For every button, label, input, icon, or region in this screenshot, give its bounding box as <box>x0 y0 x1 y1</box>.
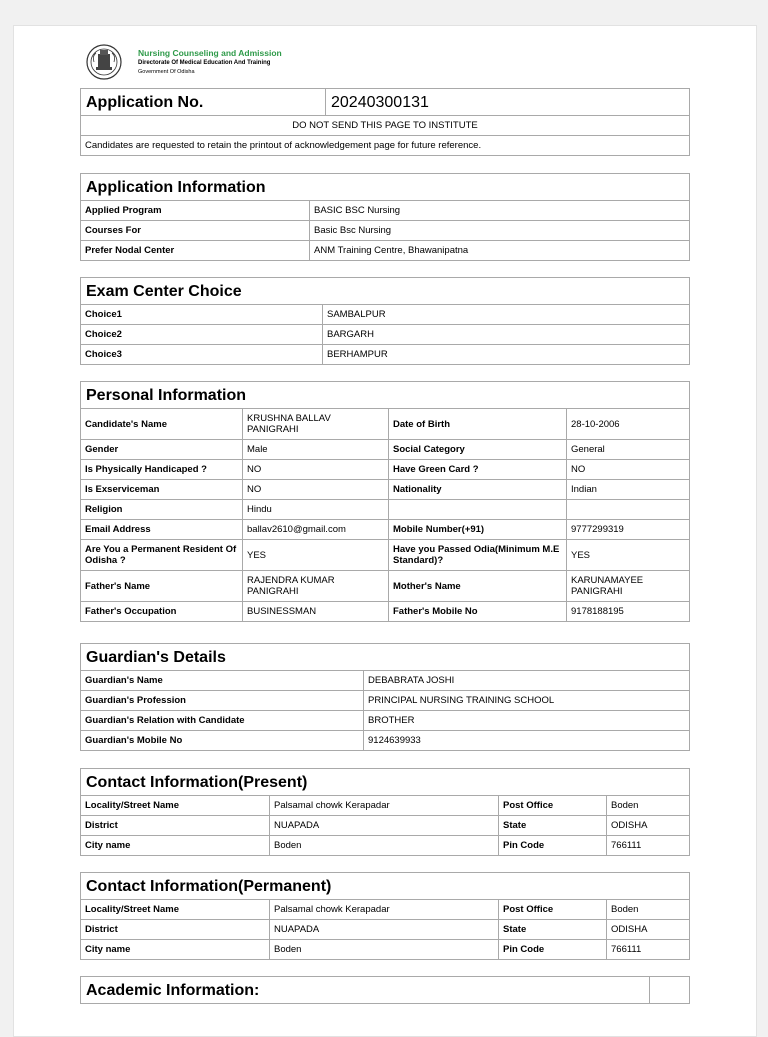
field-value: BASIC BSC Nursing <box>310 201 690 221</box>
field-value: NUAPADA <box>270 920 499 940</box>
field-value: BROTHER <box>364 711 690 731</box>
table-row <box>81 836 690 856</box>
field-label: Father's Name <box>81 571 243 602</box>
table-row <box>81 540 690 571</box>
table-row <box>81 345 690 365</box>
field-label: Father's Mobile No <box>389 602 567 622</box>
field-label: City name <box>81 836 270 856</box>
table-row <box>81 731 690 751</box>
field-label: Post Office <box>499 796 607 816</box>
table-row <box>81 816 690 836</box>
field-label: City name <box>81 940 270 960</box>
field-label: Have Green Card ? <box>389 460 567 480</box>
field-label: Locality/Street Name <box>81 796 270 816</box>
field-label: Pin Code <box>499 940 607 960</box>
field-label <box>389 500 567 520</box>
field-value: BERHAMPUR <box>323 345 690 365</box>
table-row <box>81 480 690 500</box>
section-title: Exam Center Choice <box>81 278 690 305</box>
field-value: Male <box>243 440 389 460</box>
org-subtitle: Directorate Of Medical Education And Training <box>138 60 271 66</box>
section-title: Contact Information(Permanent) <box>81 873 690 900</box>
table-row <box>81 900 690 920</box>
org-title: Nursing Counseling and Admission <box>138 48 282 58</box>
table-row <box>81 440 690 460</box>
odisha-emblem-icon <box>86 44 122 80</box>
field-value: Boden <box>270 940 499 960</box>
application-no-value: 20240300131 <box>326 89 690 116</box>
field-label: Courses For <box>81 221 310 241</box>
field-value: General <box>567 440 690 460</box>
field-label: Social Category <box>389 440 567 460</box>
table-row <box>81 520 690 540</box>
field-value: NO <box>243 480 389 500</box>
field-value: ballav2610@gmail.com <box>243 520 389 540</box>
field-label: Is Exserviceman <box>81 480 243 500</box>
field-label: Locality/Street Name <box>81 900 270 920</box>
application-table <box>80 88 690 156</box>
field-value: Boden <box>607 900 690 920</box>
field-label: District <box>81 920 270 940</box>
field-value: 766111 <box>607 836 690 856</box>
contact-permanent-table <box>80 872 690 960</box>
field-value: RAJENDRA KUMAR PANIGRAHI <box>243 571 389 602</box>
personal-info-table <box>80 381 690 622</box>
field-label: Guardian's Mobile No <box>81 731 364 751</box>
field-label: Father's Occupation <box>81 602 243 622</box>
field-value: 9124639933 <box>364 731 690 751</box>
field-label: Is Physically Handicaped ? <box>81 460 243 480</box>
application-no-label: Application No. <box>81 89 326 116</box>
table-row <box>81 221 690 241</box>
contact-present-table <box>80 768 690 856</box>
table-row <box>81 940 690 960</box>
field-label: Candidate's Name <box>81 409 243 440</box>
field-value: ODISHA <box>607 920 690 940</box>
field-label: Date of Birth <box>389 409 567 440</box>
empty-cell <box>650 977 690 1004</box>
section-title: Academic Information: <box>81 977 650 1004</box>
field-value: YES <box>567 540 690 571</box>
table-row <box>81 671 690 691</box>
field-label: Prefer Nodal Center <box>81 241 310 261</box>
field-value: SAMBALPUR <box>323 305 690 325</box>
table-row <box>81 201 690 221</box>
table-row <box>81 602 690 622</box>
application-info-table <box>80 173 690 261</box>
field-label: State <box>499 816 607 836</box>
field-value: ANM Training Centre, Bhawanipatna <box>310 241 690 261</box>
guardian-table <box>80 643 690 751</box>
section-title: Application Information <box>81 174 690 201</box>
field-value: Indian <box>567 480 690 500</box>
field-label: Have you Passed Odia(Minimum M.E Standard)? <box>389 540 567 571</box>
notice-text: DO NOT SEND THIS PAGE TO INSTITUTE <box>81 116 690 136</box>
field-value: DEBABRATA JOSHI <box>364 671 690 691</box>
academic-table <box>80 976 690 1004</box>
field-value: NUAPADA <box>270 816 499 836</box>
field-value: 9178188195 <box>567 602 690 622</box>
field-label: Nationality <box>389 480 567 500</box>
field-label: Choice3 <box>81 345 323 365</box>
table-row <box>81 711 690 731</box>
table-row <box>81 241 690 261</box>
section-title: Personal Information <box>81 382 690 409</box>
field-value: NO <box>243 460 389 480</box>
table-row <box>81 325 690 345</box>
field-label: State <box>499 920 607 940</box>
field-label: Pin Code <box>499 836 607 856</box>
field-label: Applied Program <box>81 201 310 221</box>
field-label: Guardian's Name <box>81 671 364 691</box>
field-value <box>567 500 690 520</box>
table-row <box>81 460 690 480</box>
field-label: Choice1 <box>81 305 323 325</box>
table-row <box>81 691 690 711</box>
field-value: Hindu <box>243 500 389 520</box>
field-value: NO <box>567 460 690 480</box>
field-value: BUSINESSMAN <box>243 602 389 622</box>
section-title: Contact Information(Present) <box>81 769 690 796</box>
table-row <box>81 500 690 520</box>
field-label: Email Address <box>81 520 243 540</box>
field-label: Mother's Name <box>389 571 567 602</box>
field-label: Are You a Permanent Resident Of Odisha ? <box>81 540 243 571</box>
field-label: Gender <box>81 440 243 460</box>
field-label: Religion <box>81 500 243 520</box>
govt-label: Government Of Odisha <box>138 69 195 75</box>
field-label: Choice2 <box>81 325 323 345</box>
field-value: KRUSHNA BALLAV PANIGRAHI <box>243 409 389 440</box>
field-value: Boden <box>607 796 690 816</box>
field-value: Basic Bsc Nursing <box>310 221 690 241</box>
field-value: Boden <box>270 836 499 856</box>
table-row <box>81 409 690 440</box>
field-label: Guardian's Profession <box>81 691 364 711</box>
field-label: Guardian's Relation with Candidate <box>81 711 364 731</box>
field-value: Palsamal chowk Kerapadar <box>270 796 499 816</box>
table-row <box>81 920 690 940</box>
field-value: YES <box>243 540 389 571</box>
section-title: Guardian's Details <box>81 644 690 671</box>
field-value: PRINCIPAL NURSING TRAINING SCHOOL <box>364 691 690 711</box>
document-page <box>13 25 757 1037</box>
field-value: KARUNAMAYEE PANIGRAHI <box>567 571 690 602</box>
field-value: Palsamal chowk Kerapadar <box>270 900 499 920</box>
field-value: 766111 <box>607 940 690 960</box>
retain-note: Candidates are requested to retain the printout of acknowledgement page for future reference. <box>81 136 690 156</box>
field-value: 28-10-2006 <box>567 409 690 440</box>
field-value: ODISHA <box>607 816 690 836</box>
field-label: Post Office <box>499 900 607 920</box>
table-row <box>81 796 690 816</box>
table-row <box>81 571 690 602</box>
table-row <box>81 305 690 325</box>
field-value: 9777299319 <box>567 520 690 540</box>
exam-center-table <box>80 277 690 365</box>
field-label: District <box>81 816 270 836</box>
field-label: Mobile Number(+91) <box>389 520 567 540</box>
field-value: BARGARH <box>323 325 690 345</box>
